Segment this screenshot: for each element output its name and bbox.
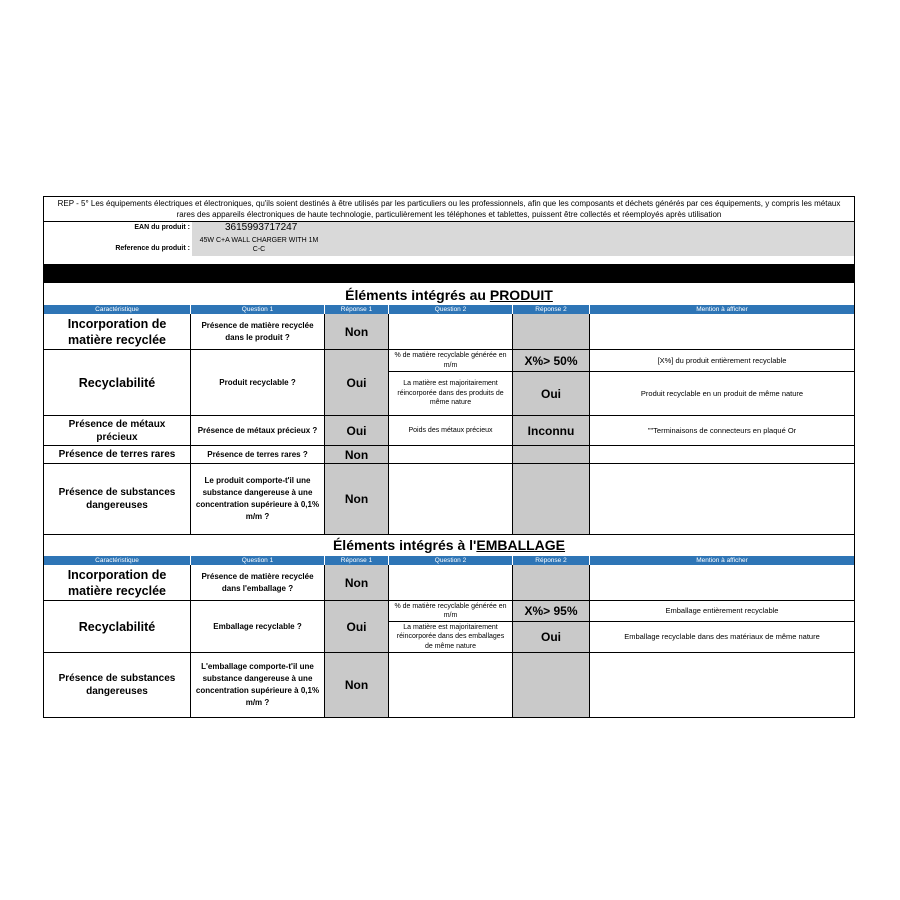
header-row-emballage [44, 556, 854, 565]
emb-char-recyclabilite: Recyclabilité [44, 601, 191, 653]
mention-substances [590, 464, 854, 535]
char-substances: Présence de substances dangereuses [44, 464, 191, 535]
char-metaux: Présence de métaux précieux [44, 416, 191, 446]
ean-value: 3615993717247 [192, 222, 326, 234]
header-question-2: Question 2 [389, 556, 513, 565]
header-reponse-2: Réponse 2 [513, 305, 590, 314]
emb-mention-substances [590, 653, 854, 717]
section-title-emballage: Éléments intégrés à l'EMBALLAGE [332, 537, 566, 553]
r1-metaux: Oui [325, 416, 389, 446]
q1-incorporation: Présence de matière recyclée dans le produit ? [191, 314, 325, 350]
header-reponse-1: Réponse 1 [325, 556, 389, 565]
r1-recyclabilite: Oui [325, 350, 389, 416]
char-incorporation: Incorporation de matière recyclée [44, 314, 191, 350]
header-caracteristique: Caractéristique [44, 556, 191, 565]
r1-terres-rares: Non [325, 446, 389, 464]
header-question-1: Question 1 [191, 556, 325, 565]
header-reponse-1: Réponse 1 [325, 305, 389, 314]
r2-incorporation [513, 314, 590, 350]
section-title-produit: Éléments intégrés au PRODUIT [345, 287, 553, 303]
q1-metaux: Présence de métaux précieux ? [191, 416, 325, 446]
emb-q1-substances: L'emballage comporte-t'il une substance dangereuse à une concentration supérieure à 0,1% m/m ? [191, 653, 325, 717]
mention-terres-rares [590, 446, 854, 464]
r1-substances: Non [325, 464, 389, 535]
ref-label: Reference du produit : [115, 245, 190, 252]
black-separator [44, 264, 854, 283]
q2b-recyclabilite: La matière est majoritairement réincorporée dans des produits de même nature [389, 372, 513, 416]
r2-metaux: Inconnu [513, 416, 590, 446]
emb-r1-recyclabilite: Oui [325, 601, 389, 653]
header-caracteristique: Caractéristique [44, 305, 191, 314]
r2-terres-rares [513, 446, 590, 464]
emb-q2b-recyclabilite: La matière est majoritairement réincorporée dans des emballages de même nature [389, 622, 513, 653]
r1-incorporation: Non [325, 314, 389, 350]
emb-r2b-recyclabilite: Oui [513, 622, 590, 653]
emb-mention-incorporation [590, 565, 854, 601]
header-question-2: Question 2 [389, 305, 513, 314]
r2a-recyclabilite: X%> 50% [513, 350, 590, 372]
mention-b-recyclabilite: Produit recyclable en un produit de même nature [590, 372, 854, 416]
emb-r2a-recyclabilite: X%> 95% [513, 601, 590, 622]
char-terres-rares: Présence de terres rares [44, 446, 191, 464]
id-band [326, 222, 854, 256]
emb-q1-incorporation: Présence de matière recyclée dans l'emballage ? [191, 565, 325, 601]
emb-q2-substances [389, 653, 513, 717]
q1-terres-rares: Présence de terres rares ? [191, 446, 325, 464]
emb-char-substances: Présence de substances dangereuses [44, 653, 191, 717]
q2-incorporation [389, 314, 513, 350]
header-question-1: Question 1 [191, 305, 325, 314]
q2-substances [389, 464, 513, 535]
q1-substances: Le produit comporte-t'il une substance dangereuse à une concentration supérieure à 0,1% m/m ? [191, 464, 325, 535]
emb-q1-recyclabilite: Emballage recyclable ? [191, 601, 325, 653]
emb-r1-substances: Non [325, 653, 389, 717]
emb-mention-b-recyclabilite: Emballage recyclable dans des matériaux de même nature [590, 622, 854, 653]
q1-recyclabilite: Produit recyclable ? [191, 350, 325, 416]
emb-r2-incorporation [513, 565, 590, 601]
rep-sheet [43, 196, 855, 718]
emb-q2-incorporation [389, 565, 513, 601]
header-mention: Mention à afficher [590, 556, 854, 565]
r2-substances [513, 464, 590, 535]
ref-value: 45W C+A WALL CHARGER WITH 1M C-C [192, 234, 326, 256]
r2b-recyclabilite: Oui [513, 372, 590, 416]
header-reponse-2: Réponse 2 [513, 556, 590, 565]
q2-metaux: Poids des métaux précieux [389, 416, 513, 446]
mention-metaux: ""Terminaisons de connecteurs en plaqué Or [590, 416, 854, 446]
header-mention: Mention à afficher [590, 305, 854, 314]
q2-terres-rares [389, 446, 513, 464]
emb-r1-incorporation: Non [325, 565, 389, 601]
header-row-produit [44, 305, 854, 314]
emb-char-incorporation: Incorporation de matière recyclée [44, 565, 191, 601]
q2a-recyclabilite: % de matière recyclable générée en m/m [389, 350, 513, 372]
mention-incorporation [590, 314, 854, 350]
emb-q2a-recyclabilite: % de matière recyclable générée en m/m [389, 601, 513, 622]
char-recyclabilite: Recyclabilité [44, 350, 191, 416]
mention-a-recyclabilite: [X%] du produit entièrement recyclable [590, 350, 854, 372]
intro-text: REP - 5° Les équipements électriques et électroniques, qu'ils soient destinés à être utilisés par les particuliers ou les professionnels, afin que les composants et déchets générés par ces équipements, y compris les métaux rares des appareils électroniques de haute technologie, particulièrement les téléphones et tablettes, puissent être collectés et réemployés après utilisation [44, 197, 854, 222]
emb-mention-a-recyclabilite: Emballage entièrement recyclable [590, 601, 854, 622]
emb-r2-substances [513, 653, 590, 717]
ean-label: EAN du produit : [134, 224, 190, 231]
